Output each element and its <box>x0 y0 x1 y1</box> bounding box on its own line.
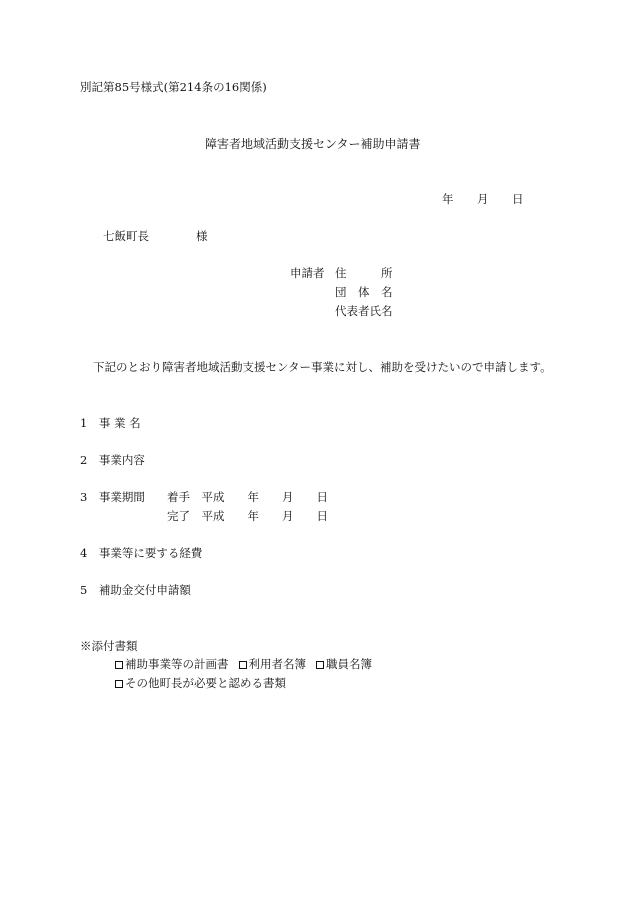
attachment-option-label: その他町長が必要と認める書類 <box>125 676 286 690</box>
period-start-row: 着手 平成 年 月 日 <box>167 490 328 504</box>
attachment-option-staff-list[interactable] <box>316 659 372 671</box>
item-project-content: 2 事業内容 <box>80 453 145 467</box>
checkbox-icon[interactable] <box>115 680 123 688</box>
date-year: 年 <box>442 192 454 206</box>
attachment-option-plan[interactable] <box>115 659 229 671</box>
addressee-honorific: 様 <box>196 229 208 243</box>
body-text: 下記のとおり障害者地域活動支援センター事業に対し、補助を受けたいので申請します。 <box>93 360 552 374</box>
item-required-expenses: 4 事業等に要する経費 <box>80 546 203 560</box>
document-title: 障害者地域活動支援センター補助申請書 <box>205 137 421 151</box>
applicant-group-label: 団 体 名 <box>335 285 393 299</box>
attachment-option-label: 職員名簿 <box>326 657 372 671</box>
addressee-name: 七飯町長 <box>103 229 149 243</box>
checkbox-icon[interactable] <box>316 661 324 669</box>
checkbox-icon[interactable] <box>239 661 247 669</box>
item-subsidy-amount: 5 補助金交付申請額 <box>80 583 191 597</box>
item-project-name: 1 事 業 名 <box>80 416 141 430</box>
attachment-option-label: 利用者名簿 <box>248 657 306 671</box>
attachment-option-label: 補助事業等の計画書 <box>125 657 229 671</box>
attachments-row-1 <box>115 659 382 671</box>
applicant-label: 申請者 <box>290 266 325 280</box>
attachments-heading: ※添付書類 <box>80 639 138 653</box>
date-month: 月 <box>477 192 489 206</box>
form-number: 別記第85号様式(第214条の16関係) <box>80 80 267 94</box>
period-end-row: 完了 平成 年 月 日 <box>167 509 328 523</box>
item-project-period: 3 事業期間 <box>80 490 145 504</box>
attachment-option-other[interactable] <box>115 678 286 690</box>
attachment-option-user-list[interactable] <box>239 659 307 671</box>
applicant-address-label: 住 所 <box>335 266 393 280</box>
attachments-row-2 <box>115 678 296 690</box>
date-day: 日 <box>512 192 524 206</box>
applicant-rep-label: 代表者氏名 <box>335 304 393 318</box>
checkbox-icon[interactable] <box>115 661 123 669</box>
